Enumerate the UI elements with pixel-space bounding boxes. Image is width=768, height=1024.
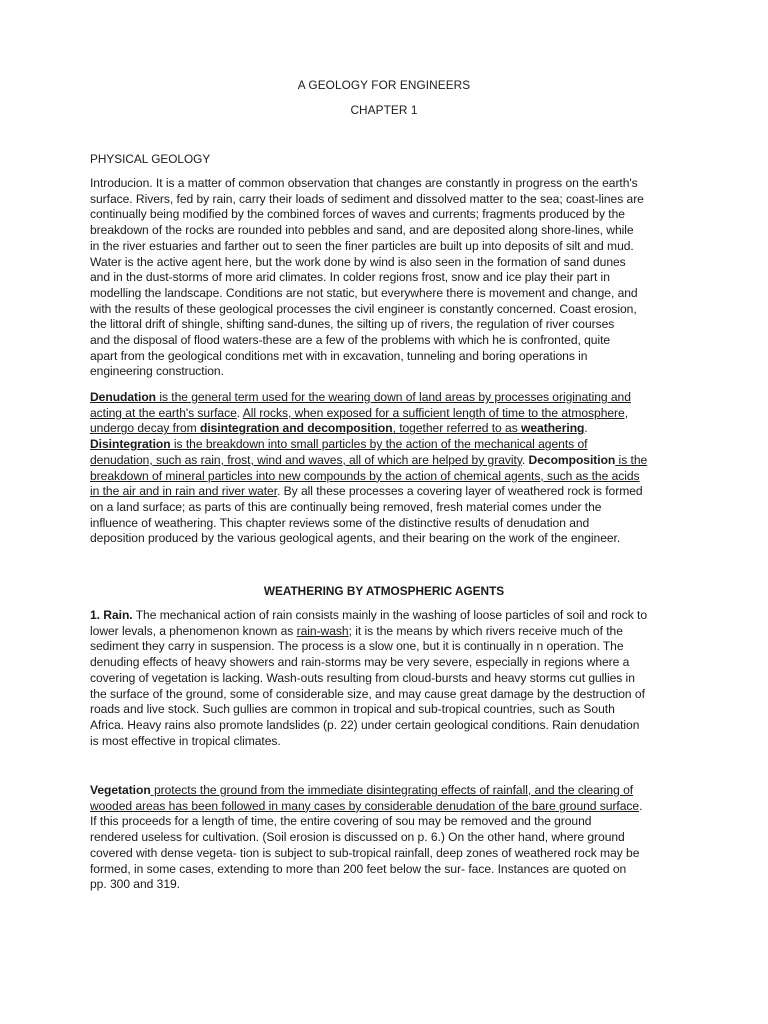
chapter-label: CHAPTER 1 — [350, 103, 418, 117]
text: . — [236, 405, 243, 420]
paragraph-line: denuding effects of heavy showers and rain-storms may be very severe, especially in regions where a — [90, 655, 630, 670]
underlined-text: is the breakdown into small particles by the action of the mechanical agents of — [170, 437, 588, 452]
paragraph-line — [90, 390, 678, 406]
paragraph-line: the littoral drift of shingle, shifting sand-dunes, the silting up of rivers, the regulation of river courses — [90, 317, 615, 332]
paragraph-line: covered with dense vegeta- tion is subject to sub-tropical rainfall, deep zones of weathered rock may be — [90, 845, 640, 860]
paragraph-line: surface. Rivers, fed by rain, carry their loads of sediment and dissolved matter to the sea; coast-lines are — [90, 191, 644, 206]
paragraph-line — [90, 783, 678, 799]
paragraph-line: If this proceeds for a length of time, the entire covering of sou may be removed and the ground — [90, 814, 592, 829]
paragraph-line: influence of weathering. This chapter reviews some of the distinctive results of denudation and — [90, 515, 590, 530]
underlined-text: All rocks, when exposed for a sufficient length of time to the atmosphere, — [242, 405, 629, 420]
document-title: A GEOLOGY FOR ENGINEERS — [297, 78, 471, 92]
underlined-text: is the general term used for the wearing down of land areas by processes originating and — [156, 390, 631, 404]
paragraph-line: is most effective in tropical climates. — [90, 733, 281, 748]
term-disintegration: Disintegration — [90, 437, 171, 452]
text: lower levals, a phenomenon known as — [90, 623, 297, 638]
underlined-text: wooded areas has been followed in many cases by considerable denudation of the bare ground surface — [90, 798, 640, 813]
term-denudation: Denudation — [90, 390, 157, 404]
paragraph-line: in the river estuaries and farther out to seen the finer particles are built up into deposits of silt and mud. — [90, 238, 634, 253]
paragraph-line: Africa. Heavy rains also promote landslides (p. 22) under certain geological conditions. Rain denudation — [90, 717, 640, 732]
paragraph-line — [90, 453, 678, 469]
underlined-text: acting at the earth's surface — [90, 405, 237, 420]
text: . — [639, 798, 643, 813]
paragraph-line: and in the dust-storms of more arid climates. In colder regions frost, snow and ice play their part in — [90, 270, 610, 285]
underlined-text: , together referred to as — [392, 421, 522, 436]
text: . — [521, 452, 529, 467]
underlined-text: denudation, such as rain, frost, wind and waves, all of which are helped by gravity — [90, 452, 522, 467]
underlined-text: undergo decay from — [90, 421, 200, 436]
paragraph-line — [90, 437, 678, 453]
text: . — [584, 421, 588, 436]
term-vegetation: Vegetation — [90, 783, 151, 797]
denudation-paragraph — [90, 390, 678, 547]
paragraph-line — [90, 421, 678, 437]
term-rain-wash: rain-wash — [296, 623, 349, 638]
paragraph-line — [90, 799, 678, 815]
paragraph-line: deposition produced by the various geological agents, and their bearing on the work of the engineer. — [90, 531, 621, 546]
underlined-text: in the air and in rain and river water — [90, 484, 277, 499]
paragraph-line: apart from the geological conditions met with in excavation, tunneling and boring operations in — [90, 348, 588, 363]
underlined-text: is the — [615, 452, 648, 467]
paragraph-line: formed, in some cases, extending to more than 200 feet below the sur- face. Instances are quoted on — [90, 861, 627, 876]
intro-paragraph — [90, 176, 678, 380]
paragraph-line: on a land surface; as parts of this are continually being removed, fresh material comes under the — [90, 499, 602, 514]
text: The mechanical action of rain consists mainly in the washing of loose particles of soil and rock to — [132, 608, 648, 622]
term-weathering: weathering — [521, 421, 585, 436]
paragraph-line — [90, 406, 678, 422]
term-rain: 1. Rain. — [90, 608, 133, 622]
text: ; it is the means by which rivers receive much of the — [348, 623, 623, 638]
paragraph-line: with the results of these geological processes the civil engineer is constantly concerned. Coast erosion, — [90, 301, 637, 316]
paragraph-line: the surface of the ground, some of considerable size, and may cause great damage by the destruction of — [90, 686, 645, 701]
underlined-text: protects the ground from the immediate disintegrating effects of rainfall, and the clearing of — [150, 783, 634, 797]
paragraph-line — [90, 608, 678, 624]
paragraph-line: pp. 300 and 319. — [90, 877, 180, 892]
rain-paragraph — [90, 608, 678, 749]
text: . By all these processes a covering layer of weathered rock is formed — [277, 484, 643, 499]
term-decomposition: Decomposition — [528, 452, 616, 467]
paragraph-line — [90, 484, 678, 500]
paragraph-line: continually being modified by the combined forces of waves and currents; fragments produced by the — [90, 207, 625, 222]
weathering-heading: WEATHERING BY ATMOSPHERIC AGENTS — [263, 584, 505, 598]
paragraph-line: covering of vegetation is lacking. Wash-outs resulting from cloud-bursts and heavy storms cut gullies in — [90, 670, 635, 685]
paragraph-line: sediment they carry in suspension. The process is a slow one, but it is continually in n operation. The — [90, 639, 624, 654]
paragraph-line — [90, 624, 678, 640]
paragraph-line: roads and live stock. Such gullies are common in tropical and sub-tropical countries, such as South — [90, 702, 615, 717]
paragraph-line: breakdown of the rocks are rounded into pebbles and sand, and are deposited along shore-lines, while — [90, 223, 634, 238]
paragraph-line: breakdown of mineral particles into new compounds by the action of chemical agents, such as the acids — [90, 468, 640, 483]
paragraph-line: rendered useless for cultivation. (Soil erosion is discussed on p. 6.) On the other hand, where ground — [90, 830, 625, 845]
term-disintegration-decomposition: disintegration and decomposition — [199, 421, 393, 436]
section-heading: PHYSICAL GEOLOGY — [90, 152, 211, 166]
vegetation-paragraph — [90, 783, 678, 893]
paragraph-line: and the disposal of flood waters-these are a few of the problems with which he is confronted, quite — [90, 333, 611, 348]
paragraph-line: engineering construction. — [90, 364, 224, 379]
paragraph-line: modelling the landscape. Conditions are not static, but everywhere there is movement and change, and — [90, 285, 638, 300]
paragraph-line: Introducion. It is a matter of common observation that changes are constantly in progress on the earth's — [90, 176, 638, 190]
paragraph-line: Water is the active agent here, but the work done by wind is also seen in the formation of sand dunes — [90, 254, 626, 269]
